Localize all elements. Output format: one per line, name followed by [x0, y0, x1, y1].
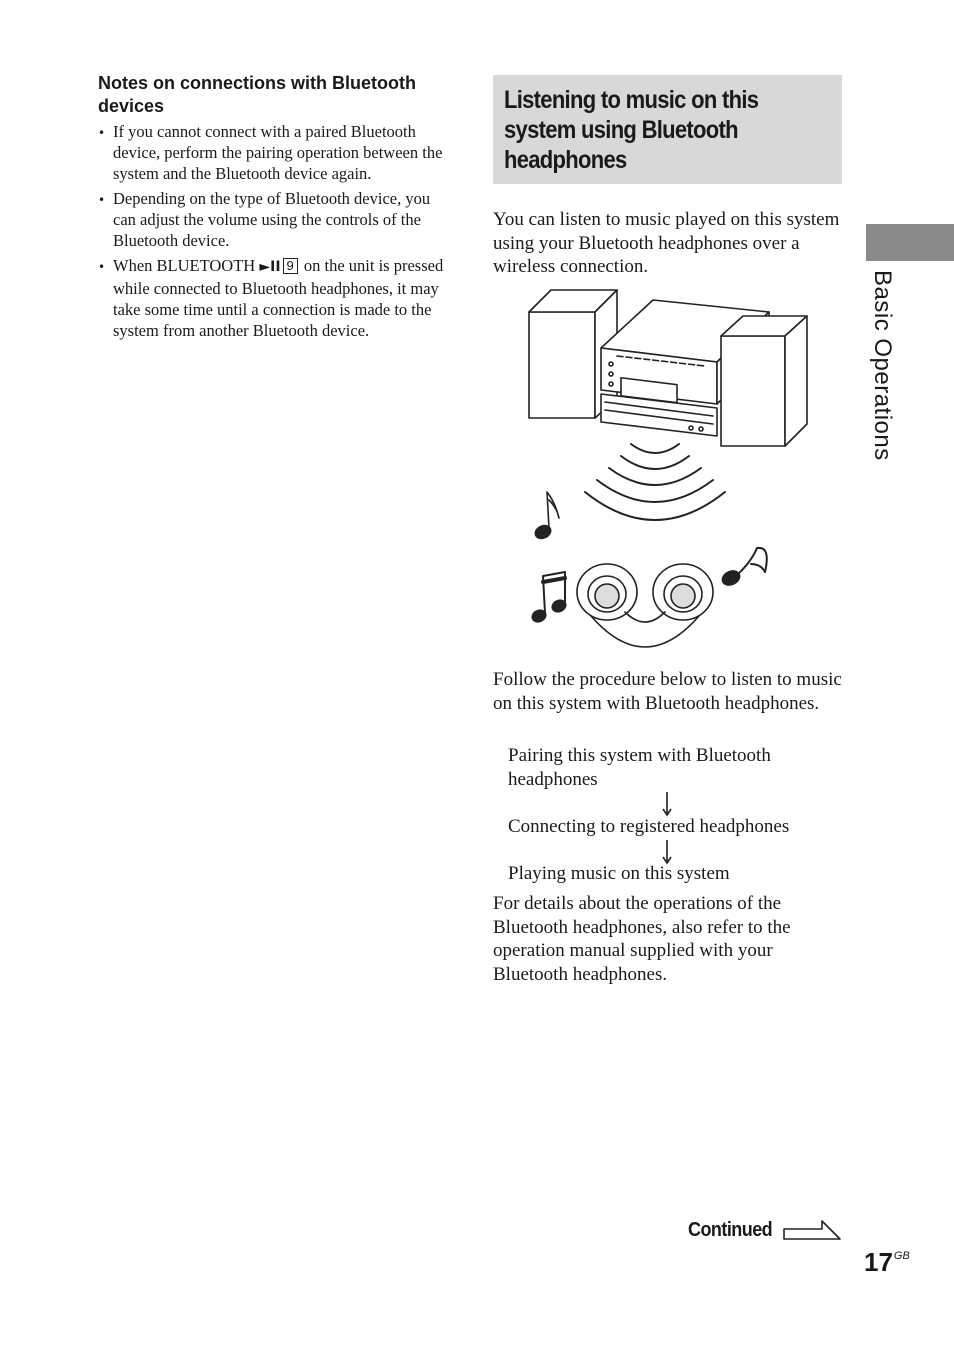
section-heading: Listening to music on this system using Bluetooth headphones: [504, 86, 759, 174]
notes-title: Notes on connections with Bluetooth devices: [98, 73, 416, 116]
page-number: [864, 1247, 910, 1278]
play-pause-symbol: ►II: [259, 259, 281, 275]
side-tab-label: [866, 270, 906, 470]
note-text: If you cannot connect with a paired Bluetooth device, perform the pairing operation between the system and the Bluetooth device again.: [113, 122, 443, 183]
note-text-post: on the unit is pressed while connected to Bluetooth headphones, it may take some time until a connection is made to the system from another Bluetooth device.: [113, 256, 444, 340]
side-tab-marker: [866, 224, 954, 261]
step-pairing: Pairing this system with Bluetooth headphones: [508, 745, 771, 790]
notes-list: [98, 121, 448, 345]
note-text-pre: When BLUETOOTH: [113, 256, 260, 275]
bullet-icon: •: [98, 260, 106, 274]
list-item: [98, 255, 448, 341]
bluetooth-headphones-illustration: [525, 286, 815, 652]
intro-paragraph: You can listen to music played on this system using your Bluetooth headphones over a wireless connection.: [493, 209, 840, 277]
music-note-icon: [720, 548, 767, 588]
right-speaker-icon: [721, 316, 807, 446]
bullet-icon: •: [98, 193, 106, 207]
procedure-intro: Follow the procedure below to listen to music on this system with Bluetooth headphones.: [493, 669, 842, 714]
continued-arrow-icon: [782, 1219, 842, 1243]
music-note-icon: [533, 492, 559, 541]
wireless-waves-icon: [585, 444, 725, 520]
earbud-left-icon: [577, 564, 637, 620]
list-item: [98, 188, 448, 251]
page-suffix: GB: [893, 1250, 910, 1262]
list-item: [98, 121, 448, 184]
music-notes-icon: [530, 572, 567, 624]
side-tab-text: Basic Operations: [869, 270, 896, 461]
note-text: Depending on the type of Bluetooth device, you can adjust the volume using the controls of the Bluetooth device.: [113, 189, 431, 250]
section-heading-box: [493, 75, 842, 184]
step-connecting: Connecting to registered headphones: [508, 816, 790, 837]
details-paragraph: For details about the operations of the Bluetooth headphones, also refer to the operation manual supplied with your Bluetooth headphones.: [493, 893, 791, 985]
down-arrow-icon: [662, 792, 672, 817]
page-number-value: 17: [864, 1247, 893, 1277]
bullet-icon: •: [98, 126, 106, 140]
step-playing: Playing music on this system: [508, 863, 730, 884]
key-number-badge: 9: [283, 258, 298, 274]
earbud-right-icon: [653, 564, 713, 620]
continued-label: Continued: [688, 1219, 773, 1241]
